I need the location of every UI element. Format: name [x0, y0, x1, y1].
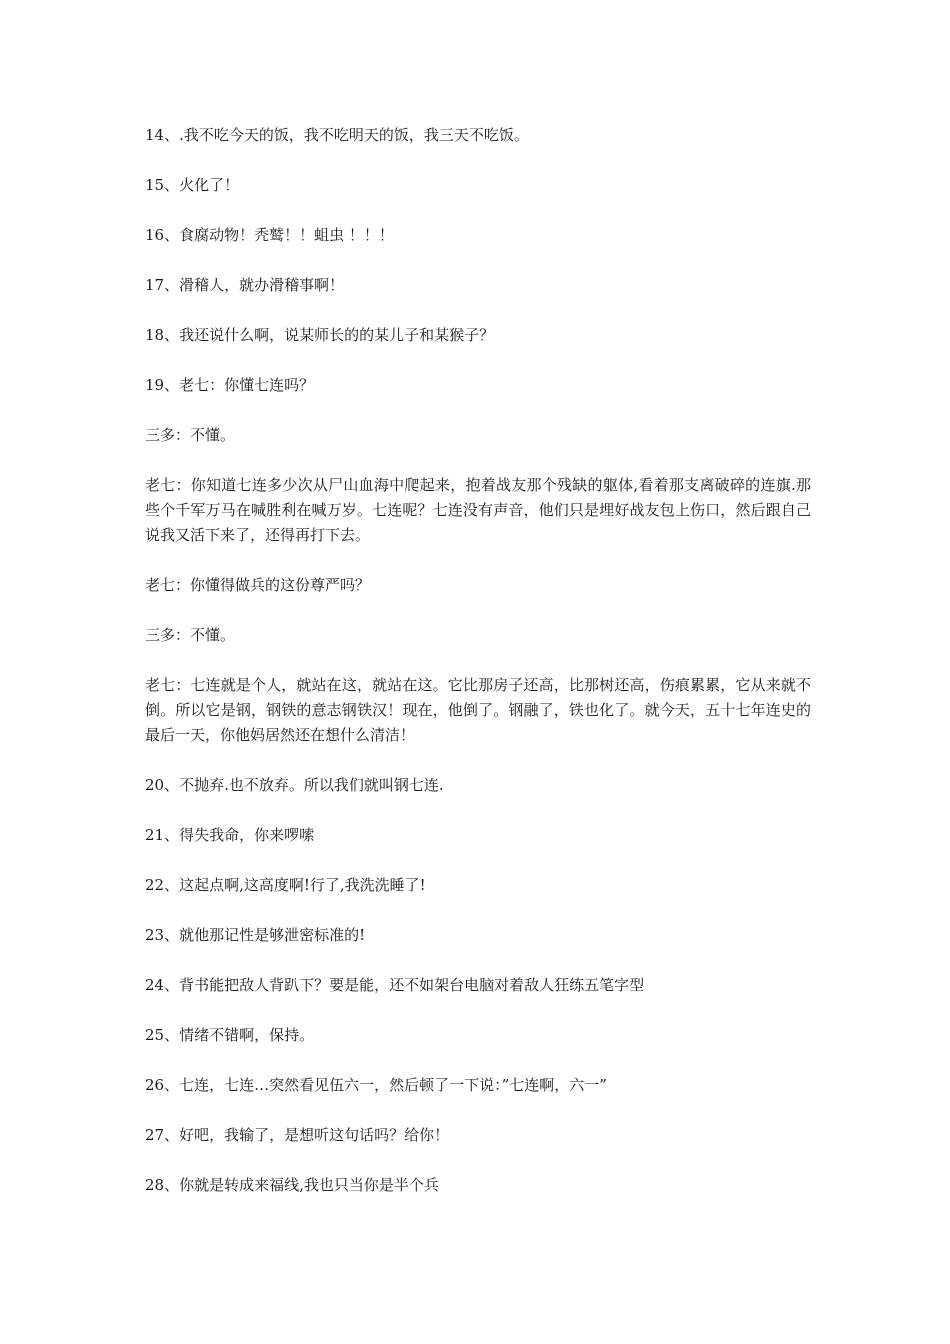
- paragraph-20: 20、不抛弃.也不放弃。所以我们就叫钢七连.: [145, 776, 444, 794]
- paragraph-18: 18、我还说什么啊，说某师长的的某儿子和某猴子？: [145, 326, 495, 344]
- paragraph-25: 25、情绪不错啊，保持。: [145, 1026, 315, 1044]
- document-body: [145, 123, 811, 1223]
- paragraph-14: 14、.我不吃今天的饭，我不吃明天的饭，我三天不吃饭。: [145, 126, 529, 144]
- paragraph-16: 16、食腐动物！秃鹫！！蛆虫 ！！！: [145, 226, 394, 244]
- paragraph-24: 24、背书能把敌人背趴下？要是能，还不如架台电脑对着敌人狂练五笔字型: [145, 976, 645, 994]
- dialogue-laoqi-1: 老七：你知道七连多少次从尸山血海中爬起来，抱着战友那个残缺的躯体,看着那支离破碎的连旗.那些个千军万马在喊胜利在喊万岁。七连呢？七连没有声音，他们只是埋好战友包上伤口，然后跟自己说我又活下来了，还得再打下去。: [145, 476, 811, 544]
- paragraph-21: 21、得失我命，你来啰嗦: [145, 826, 315, 844]
- dialogue-sanduo-1: 三多：不懂。: [145, 426, 236, 444]
- paragraph-22: 22、这起点啊,这高度啊!行了,我洗洗睡了!: [145, 876, 426, 894]
- paragraph-15: 15、火化了！: [145, 176, 240, 194]
- dialogue-laoqi-3: 老七：七连就是个人，就站在这，就站在这。它比那房子还高，比那树还高，伤痕累累，它从来就不倒。所以它是钢，钢铁的意志钢铁汉！现在，他倒了。钢融了，铁也化了。就今天，五十七年连史的最后一天，你他妈居然还在想什么清洁！: [145, 676, 811, 744]
- paragraph-26: 26、七连，七连…突然看见伍六一，然后顿了一下说：”七连啊，六一”: [145, 1076, 607, 1094]
- paragraph-28: 28、你就是转成来福线,我也只当你是半个兵: [145, 1176, 439, 1194]
- paragraph-19: 19、老七：你懂七连吗？: [145, 376, 315, 394]
- paragraph-27: 27、好吧，我输了，是想听这句话吗？给你！: [145, 1126, 450, 1144]
- paragraph-17: 17、滑稽人，就办滑稽事啊！: [145, 276, 345, 294]
- dialogue-sanduo-2: 三多：不懂。: [145, 626, 236, 644]
- dialogue-laoqi-2: 老七：你懂得做兵的这份尊严吗？: [145, 576, 371, 594]
- paragraph-23: 23、就他那记性是够泄密标准的!: [145, 926, 366, 944]
